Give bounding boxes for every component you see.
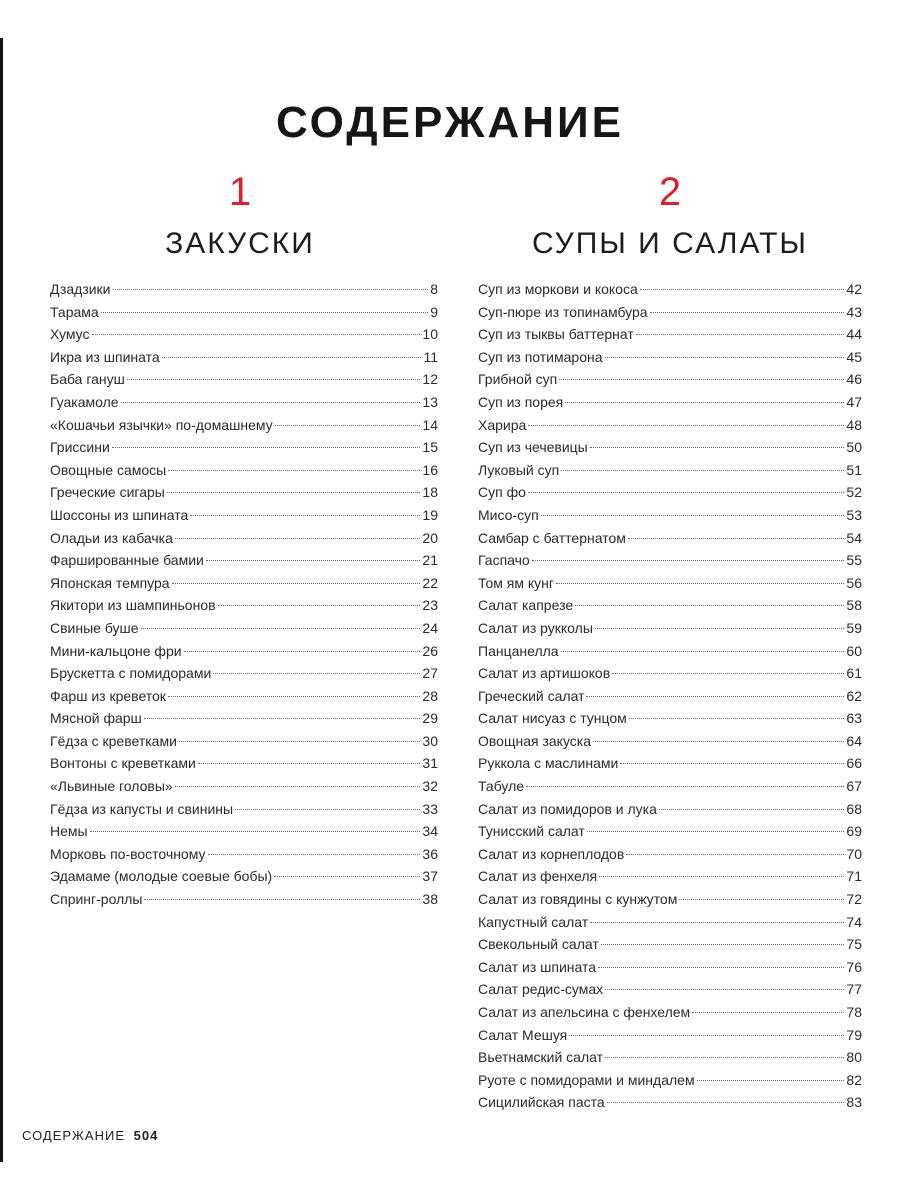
toc-entry-title: Харира bbox=[478, 416, 527, 433]
toc-entry-title: Фарш из креветок bbox=[50, 687, 166, 704]
toc-entry-title: Вонтоны с креветками bbox=[50, 755, 196, 772]
dot-leader bbox=[127, 379, 421, 380]
toc-entry-page: 43 bbox=[846, 303, 862, 320]
toc-entry[interactable] bbox=[50, 730, 438, 753]
footer-label: СОДЕРЖАНИЕ bbox=[22, 1128, 126, 1143]
toc-entry-title: Суп фо bbox=[478, 484, 526, 501]
page-footer bbox=[22, 1128, 158, 1143]
toc-entry-page: 55 bbox=[846, 552, 862, 569]
dot-leader bbox=[692, 1012, 844, 1013]
toc-entry[interactable] bbox=[50, 459, 438, 482]
toc-entry-title: Греческий салат bbox=[478, 687, 585, 704]
toc-entry-title: Салат из рукколы bbox=[478, 619, 593, 636]
toc-entry-title: Табуле bbox=[478, 778, 525, 795]
toc-entry[interactable] bbox=[50, 865, 438, 888]
toc-entry-title: Том ям кунг bbox=[478, 574, 554, 591]
toc-entry-title: Суп из моркови и кокоса bbox=[478, 281, 638, 297]
toc-entry[interactable] bbox=[478, 414, 862, 437]
toc-entry-page: 31 bbox=[422, 755, 438, 772]
dot-leader bbox=[650, 312, 845, 313]
toc-entry[interactable] bbox=[478, 956, 862, 979]
toc-entry-title: Тарама bbox=[50, 303, 99, 320]
dot-leader bbox=[526, 786, 844, 787]
toc-entry[interactable] bbox=[478, 798, 862, 821]
dot-leader bbox=[575, 605, 844, 606]
toc-entry-title: Мисо-суп bbox=[478, 506, 539, 523]
toc-entry-page: 56 bbox=[846, 574, 862, 591]
toc-entry-page: 83 bbox=[846, 1094, 862, 1111]
toc-entry[interactable] bbox=[50, 549, 438, 572]
toc-entry-title: Морковь по-восточному bbox=[50, 845, 206, 862]
toc-entry-page: 80 bbox=[846, 1049, 862, 1066]
toc-entry[interactable] bbox=[50, 368, 438, 391]
toc-entry-title: Салат Мешуя bbox=[478, 1026, 568, 1043]
toc-entry-title: «Львиные головы» bbox=[50, 778, 173, 795]
toc-entry[interactable] bbox=[50, 572, 438, 595]
toc-entry-title: Салат из шпината bbox=[478, 958, 597, 975]
dot-leader bbox=[629, 718, 845, 719]
toc-entry[interactable] bbox=[478, 888, 862, 911]
dot-leader bbox=[235, 809, 420, 810]
toc-entry[interactable] bbox=[50, 436, 438, 459]
dot-leader bbox=[561, 651, 845, 652]
toc-entry-page: 16 bbox=[422, 461, 438, 478]
toc-entry-title: Фаршированные бамии bbox=[50, 552, 204, 569]
toc-entry[interactable] bbox=[478, 368, 862, 391]
toc-entry[interactable] bbox=[50, 323, 438, 346]
toc-list-chapter-1 bbox=[50, 278, 438, 911]
toc-entry-title: Гёдза из капусты и свинины bbox=[50, 800, 234, 817]
toc-entry-title: Суп из потимарона bbox=[478, 348, 603, 365]
toc-entry-title: Суп из порея bbox=[478, 393, 564, 410]
toc-entry-page: 37 bbox=[422, 868, 438, 885]
toc-entry-page: 20 bbox=[422, 529, 438, 546]
toc-entry-page: 27 bbox=[422, 665, 438, 682]
dot-leader bbox=[175, 538, 421, 539]
toc-entry-page: 66 bbox=[846, 755, 862, 772]
toc-entry[interactable] bbox=[478, 707, 862, 730]
dot-leader bbox=[565, 402, 844, 403]
toc-entry-page: 44 bbox=[846, 326, 862, 343]
toc-entry-title: Руоте с помидорами и миндалем bbox=[478, 1071, 695, 1088]
toc-entry-page: 63 bbox=[846, 710, 862, 727]
toc-entry-title: Руккола с маслинами bbox=[478, 755, 619, 772]
dot-leader bbox=[595, 628, 845, 629]
toc-entry-page: 60 bbox=[846, 642, 862, 659]
toc-entry[interactable] bbox=[478, 933, 862, 956]
toc-entry-title: Японская темпура bbox=[50, 574, 170, 591]
dot-leader bbox=[213, 673, 420, 674]
dot-leader bbox=[179, 741, 421, 742]
toc-entry-page: 11 bbox=[423, 348, 438, 365]
dot-leader bbox=[90, 831, 421, 832]
toc-entry-page: 21 bbox=[422, 552, 438, 569]
dot-leader bbox=[528, 492, 845, 493]
toc-entry[interactable] bbox=[478, 865, 862, 888]
toc-entry-title: Греческие сигары bbox=[50, 484, 165, 501]
toc-entry-title: Хумус bbox=[50, 326, 90, 343]
toc-entry-title: Брускетта с помидорами bbox=[50, 665, 212, 682]
toc-entry[interactable] bbox=[50, 820, 438, 843]
toc-entry[interactable] bbox=[478, 301, 862, 324]
toc-entry[interactable] bbox=[478, 1046, 862, 1069]
toc-entry[interactable] bbox=[50, 504, 438, 527]
toc-entry-title: Овощные самосы bbox=[50, 461, 167, 478]
toc-entry-title: Баба гануш bbox=[50, 371, 125, 388]
dot-leader bbox=[121, 402, 421, 403]
dot-leader bbox=[206, 560, 421, 561]
toc-entry-title: Шоссоны из шпината bbox=[50, 506, 189, 523]
toc-entry[interactable] bbox=[50, 594, 438, 617]
toc-entry-title: Салат из помидоров и лука bbox=[478, 800, 657, 817]
toc-entry[interactable] bbox=[50, 414, 438, 437]
dot-leader bbox=[626, 854, 844, 855]
toc-entry[interactable] bbox=[478, 459, 862, 482]
toc-entry-title: Самбар с баттернатом bbox=[478, 529, 626, 546]
toc-entry[interactable] bbox=[478, 1001, 862, 1024]
toc-entry[interactable] bbox=[50, 301, 438, 324]
chapter-2-header bbox=[480, 168, 860, 262]
toc-entry-title: Салат из корнеплодов bbox=[478, 845, 625, 862]
toc-entry[interactable] bbox=[50, 527, 438, 550]
dot-leader bbox=[208, 854, 421, 855]
dot-leader bbox=[590, 447, 845, 448]
toc-entry[interactable] bbox=[478, 1091, 862, 1114]
toc-entry[interactable] bbox=[478, 1024, 862, 1047]
toc-entry-title: Мини-кальцоне фри bbox=[50, 642, 182, 659]
toc-entry-title: Икра из шпината bbox=[50, 348, 160, 365]
toc-entry-page: 53 bbox=[846, 506, 862, 523]
toc-entry-title: Эдамаме (молодые соевые бобы) bbox=[50, 868, 273, 885]
toc-entry-page: 19 bbox=[422, 506, 438, 523]
dot-leader bbox=[532, 560, 845, 561]
toc-entry-page: 58 bbox=[846, 597, 862, 614]
toc-entry[interactable] bbox=[50, 685, 438, 708]
toc-entry-page: 76 bbox=[846, 958, 862, 975]
toc-entry-title: Капустный салат bbox=[478, 913, 589, 930]
toc-entry[interactable] bbox=[50, 278, 438, 301]
toc-entry-page: 12 bbox=[422, 371, 438, 388]
toc-entry[interactable] bbox=[50, 391, 438, 414]
toc-entry-page: 78 bbox=[846, 1004, 862, 1020]
toc-entry-title: Салат редис-сумах bbox=[478, 981, 604, 998]
toc-entry-page: 9 bbox=[430, 303, 438, 320]
toc-entry[interactable] bbox=[478, 504, 862, 527]
toc-entry-page: 77 bbox=[846, 981, 862, 998]
toc-entry-title: Суп из чечевицы bbox=[478, 439, 588, 456]
toc-entry-title: Грибной суп bbox=[478, 371, 558, 388]
dot-leader bbox=[218, 605, 421, 606]
toc-entry-title: Мясной фарш bbox=[50, 710, 142, 727]
toc-entry[interactable] bbox=[50, 707, 438, 730]
page-title: СОДЕРЖАНИЕ bbox=[275, 98, 625, 147]
chapter-number: 2 bbox=[658, 170, 682, 214]
toc-entry-page: 52 bbox=[846, 484, 862, 501]
toc-entry-title: Вьетнамский салат bbox=[478, 1049, 604, 1066]
toc-entry[interactable] bbox=[478, 730, 862, 753]
dot-leader bbox=[601, 944, 845, 945]
toc-entry-title: «Кошачьи язычки» по-домашнему bbox=[50, 416, 273, 433]
dot-leader bbox=[561, 470, 844, 471]
toc-entry-title: Салат из фенхеля bbox=[478, 868, 598, 885]
toc-entry-title: Гаспачо bbox=[478, 552, 530, 569]
dot-leader bbox=[190, 515, 420, 516]
dot-leader bbox=[593, 741, 844, 742]
toc-entry-title: Якитори из шампиньонов bbox=[50, 597, 216, 614]
dot-leader bbox=[590, 922, 844, 923]
toc-entry[interactable] bbox=[478, 752, 862, 775]
toc-entry-page: 46 bbox=[846, 371, 862, 388]
toc-entry-title: Овощная закуска bbox=[478, 732, 592, 749]
toc-entry[interactable] bbox=[478, 640, 862, 663]
toc-list-chapter-2 bbox=[478, 278, 862, 1114]
dot-leader bbox=[162, 357, 422, 358]
toc-entry[interactable] bbox=[478, 978, 862, 1001]
toc-entry-page: 54 bbox=[846, 529, 862, 546]
toc-entry[interactable] bbox=[50, 752, 438, 775]
dot-leader bbox=[598, 967, 844, 968]
toc-entry-page: 75 bbox=[846, 936, 862, 953]
dot-leader bbox=[605, 989, 844, 990]
toc-entry-page: 36 bbox=[422, 845, 438, 862]
toc-entry-page: 79 bbox=[846, 1026, 862, 1043]
toc-entry-page: 82 bbox=[846, 1071, 862, 1088]
dot-leader bbox=[620, 763, 844, 764]
toc-entry-page: 13 bbox=[422, 393, 438, 410]
dot-leader bbox=[659, 809, 845, 810]
toc-entry-page: 48 bbox=[846, 416, 862, 433]
toc-entry-page: 38 bbox=[422, 891, 438, 908]
toc-entry-title: Оладьи из кабачка bbox=[50, 529, 173, 546]
toc-entry-page: 32 bbox=[422, 778, 438, 795]
toc-entry-title: Салат из артишоков bbox=[478, 665, 611, 682]
toc-entry[interactable] bbox=[478, 594, 862, 617]
toc-entry-page: 45 bbox=[846, 348, 862, 365]
toc-entry-page: 33 bbox=[422, 800, 438, 817]
toc-entry[interactable] bbox=[478, 911, 862, 934]
toc-entry-title: Немы bbox=[50, 823, 88, 840]
toc-entry[interactable] bbox=[478, 617, 862, 640]
toc-entry-title: Суп-пюре из топинамбура bbox=[478, 303, 648, 320]
toc-entry-page: 26 bbox=[422, 642, 438, 659]
toc-entry-title: Свекольный салат bbox=[478, 936, 599, 953]
toc-entry-title: Свиные буше bbox=[50, 619, 139, 636]
toc-entry[interactable] bbox=[478, 323, 862, 346]
toc-entry[interactable] bbox=[50, 798, 438, 821]
dot-leader bbox=[175, 786, 421, 787]
toc-entry-title: Суп из тыквы баттернат bbox=[478, 326, 634, 343]
dot-leader bbox=[184, 651, 421, 652]
toc-entry[interactable] bbox=[50, 888, 438, 911]
dot-leader bbox=[172, 583, 421, 584]
dot-leader bbox=[141, 628, 421, 629]
toc-entry-title: Тунисский салат bbox=[478, 823, 585, 840]
dot-leader bbox=[605, 1057, 844, 1058]
toc-entry[interactable] bbox=[50, 640, 438, 663]
toc-entry-page: 47 bbox=[846, 393, 862, 410]
toc-entry-page: 64 bbox=[846, 732, 862, 749]
toc-entry-page: 61 bbox=[846, 665, 862, 682]
dot-leader bbox=[275, 425, 421, 426]
dot-leader bbox=[599, 876, 844, 877]
toc-entry[interactable] bbox=[478, 391, 862, 414]
toc-entry[interactable] bbox=[50, 617, 438, 640]
dot-leader bbox=[144, 718, 421, 719]
toc-entry[interactable] bbox=[478, 278, 862, 301]
chapter-1-header bbox=[50, 168, 430, 262]
dot-leader bbox=[168, 696, 420, 697]
toc-entry[interactable] bbox=[478, 436, 862, 459]
dot-leader bbox=[198, 763, 421, 764]
chapter-number: 1 bbox=[228, 170, 252, 214]
toc-entry-title: Спринг-роллы bbox=[50, 891, 143, 908]
dot-leader bbox=[569, 1035, 844, 1036]
toc-entry[interactable] bbox=[478, 685, 862, 708]
dot-leader bbox=[167, 492, 421, 493]
toc-entry-title: Луковый суп bbox=[478, 461, 560, 478]
toc-entry-title: Гёдза с креветками bbox=[50, 732, 177, 749]
toc-entry[interactable] bbox=[50, 346, 438, 369]
toc-entry-page: 59 bbox=[846, 619, 862, 636]
toc-entry-page: 42 bbox=[846, 281, 862, 297]
dot-leader bbox=[556, 583, 844, 584]
toc-entry-page: 68 bbox=[846, 800, 862, 817]
toc-entry-title: Салат из говядины с кунжутом bbox=[478, 891, 678, 908]
toc-entry-page: 23 bbox=[422, 597, 438, 614]
dot-leader bbox=[586, 696, 844, 697]
toc-entry-page: 29 bbox=[422, 710, 438, 727]
toc-entry-page: 74 bbox=[846, 913, 862, 930]
toc-entry-page: 30 bbox=[422, 732, 438, 749]
toc-entry[interactable] bbox=[478, 572, 862, 595]
toc-entry-page: 8 bbox=[430, 281, 438, 297]
toc-entry-title: Салат капрезе bbox=[478, 597, 574, 614]
toc-entry-page: 10 bbox=[422, 326, 438, 343]
dot-leader bbox=[607, 1102, 845, 1103]
toc-entry[interactable] bbox=[50, 843, 438, 866]
toc-entry-page: 18 bbox=[422, 484, 438, 501]
toc-entry[interactable] bbox=[478, 775, 862, 798]
toc-entry[interactable] bbox=[478, 1069, 862, 1092]
chapter-title: ЗАКУСКИ bbox=[165, 227, 315, 260]
toc-entry[interactable] bbox=[478, 549, 862, 572]
toc-entry-page: 15 bbox=[422, 439, 438, 456]
toc-entry[interactable] bbox=[50, 481, 438, 504]
toc-entry-page: 69 bbox=[846, 823, 862, 840]
toc-entry-page: 67 bbox=[846, 778, 862, 795]
dot-leader bbox=[697, 1080, 845, 1081]
toc-entry-page: 50 bbox=[846, 439, 862, 456]
dot-leader bbox=[274, 876, 420, 877]
dot-leader bbox=[528, 425, 844, 426]
toc-entry[interactable] bbox=[478, 481, 862, 504]
toc-entry[interactable] bbox=[478, 346, 862, 369]
footer-page-number: 504 bbox=[133, 1128, 159, 1143]
toc-entry-page: 62 bbox=[846, 687, 862, 704]
chapter-title: СУПЫ И САЛАТЫ bbox=[532, 227, 808, 260]
dot-leader bbox=[101, 312, 429, 313]
toc-entry[interactable] bbox=[50, 662, 438, 685]
dot-leader bbox=[168, 470, 420, 471]
toc-entry-page: 24 bbox=[422, 619, 438, 636]
toc-entry-title: Гуакамоле bbox=[50, 393, 119, 410]
toc-entry-page: 70 bbox=[846, 845, 862, 862]
dot-leader bbox=[92, 334, 421, 335]
dot-leader bbox=[587, 831, 845, 832]
page-edge-line bbox=[0, 38, 3, 1162]
toc-entry-page: 72 bbox=[846, 891, 862, 908]
toc-entry-title: Гриссини bbox=[50, 439, 110, 456]
toc-entry-page: 14 bbox=[422, 416, 438, 433]
toc-entry[interactable] bbox=[50, 775, 438, 798]
toc-entry-page: 71 bbox=[846, 868, 862, 885]
dot-leader bbox=[559, 379, 844, 380]
dot-leader bbox=[628, 538, 845, 539]
dot-leader bbox=[541, 515, 845, 516]
toc-entry-title: Дзадзики bbox=[50, 281, 111, 297]
dot-leader bbox=[612, 673, 844, 674]
toc-entry[interactable] bbox=[478, 843, 862, 866]
toc-entry-page: 51 bbox=[846, 461, 862, 478]
dot-leader bbox=[112, 447, 421, 448]
toc-entry-title: Салат из апельсина с фенхелем bbox=[478, 1004, 691, 1020]
toc-entry-title: Сицилийская паста bbox=[478, 1094, 605, 1111]
toc-entry[interactable] bbox=[478, 662, 862, 685]
toc-entry[interactable] bbox=[478, 820, 862, 843]
toc-entry-title: Панцанелла bbox=[478, 642, 559, 659]
toc-entry-page: 34 bbox=[422, 823, 438, 840]
toc-entry-page: 28 bbox=[422, 687, 438, 704]
dot-leader bbox=[113, 289, 429, 290]
dot-leader bbox=[679, 899, 844, 900]
dot-leader bbox=[636, 334, 845, 335]
toc-entry-page: 22 bbox=[422, 574, 438, 591]
toc-entry[interactable] bbox=[478, 527, 862, 550]
dot-leader bbox=[144, 899, 420, 900]
dot-leader bbox=[605, 357, 845, 358]
toc-entry-title: Салат нисуаз с тунцом bbox=[478, 710, 627, 727]
dot-leader bbox=[640, 289, 845, 290]
